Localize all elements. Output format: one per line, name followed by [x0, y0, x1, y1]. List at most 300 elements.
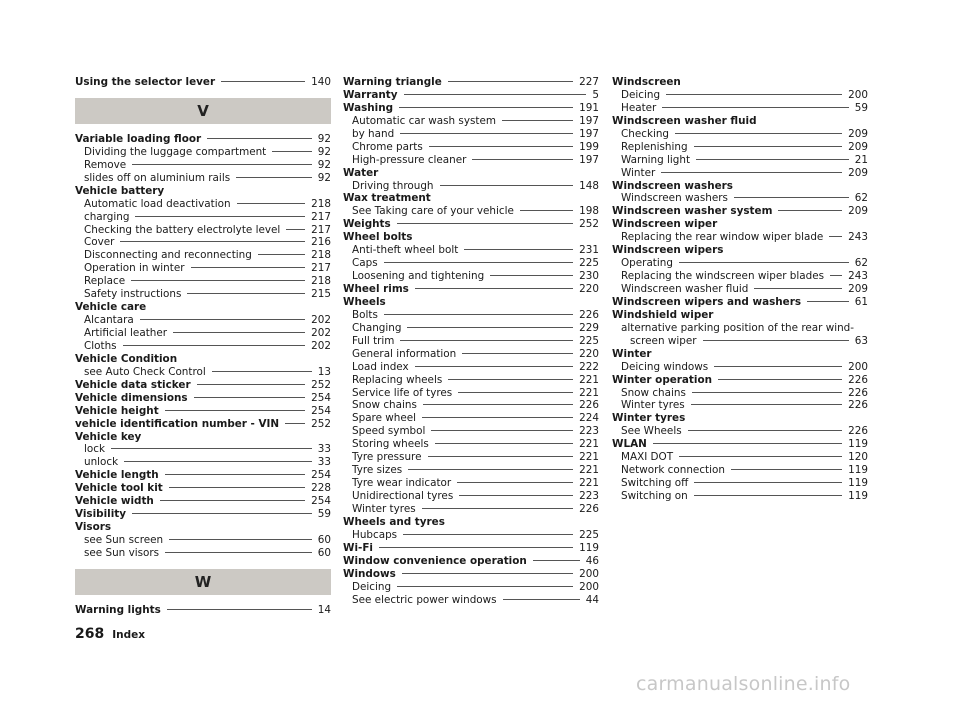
page-ref: 218: [311, 275, 331, 288]
page-ref: 202: [311, 327, 331, 339]
entry-term: Windscreen wiper: [612, 218, 718, 231]
index-entry: [75, 76, 331, 89]
index-entry: [612, 348, 868, 361]
leader-line: [502, 120, 573, 121]
entry-term: screen wiper: [630, 334, 697, 347]
leader-line: [691, 404, 843, 405]
entry-term: Windscreen washer fluid: [612, 114, 757, 127]
page-ref: 226: [579, 502, 599, 515]
leader-line: [718, 379, 842, 380]
leader-line: [422, 417, 573, 418]
entry-term: Cover: [84, 236, 115, 249]
index-entry: [343, 296, 599, 309]
index-entry: [75, 604, 331, 617]
leader-line: [754, 288, 842, 289]
index-entry: [75, 418, 331, 431]
index-entry: [75, 262, 331, 275]
entry-term: Unidirectional tyres: [352, 490, 454, 502]
page-ref: 226: [848, 425, 868, 438]
entry-term: Speed symbol: [352, 425, 426, 438]
entry-term: Replacing the windscreen wiper blades: [621, 270, 825, 283]
entry-term: See Wheels: [621, 425, 682, 438]
leader-line: [167, 609, 312, 610]
index-entry: [612, 374, 868, 387]
page-ref: 62: [854, 257, 868, 270]
leader-line: [662, 107, 848, 108]
index-entry: [612, 205, 868, 218]
entry-term: Windows: [343, 567, 396, 580]
leader-line: [675, 133, 842, 134]
leader-line: [734, 197, 849, 198]
entry-term: MAXI DOT: [621, 451, 674, 464]
index-entry: [343, 361, 599, 374]
entry-term: charging: [84, 210, 130, 223]
entry-term: Visors: [75, 521, 112, 534]
leader-line: [415, 366, 574, 367]
index-entry: [612, 425, 868, 438]
entry-term: Storing wheels: [352, 438, 429, 451]
page-ref: 215: [311, 288, 331, 301]
index-entry: [612, 335, 868, 348]
entry-term: Deicing: [621, 88, 661, 101]
index-entry: [75, 456, 331, 469]
index-entry: [343, 180, 599, 193]
index-entry: [75, 288, 331, 301]
leader-line: [431, 430, 573, 431]
entry-term: Snow chains: [352, 399, 417, 412]
index-entry: [612, 387, 868, 400]
page-ref: 60: [317, 534, 331, 546]
page-ref: 221: [579, 451, 599, 464]
entry-term: Disconnecting and reconnecting: [84, 249, 252, 262]
index-entry: [612, 180, 868, 193]
leader-line: [408, 469, 573, 470]
page-ref: 119: [848, 490, 868, 502]
leader-line: [404, 94, 587, 95]
index-entry: [343, 257, 599, 270]
leader-line: [520, 210, 573, 211]
leader-line: [440, 185, 574, 186]
leader-line: [422, 508, 574, 509]
index-entry: [343, 555, 599, 568]
index-entry: [75, 211, 331, 224]
page-ref: 92: [317, 132, 331, 145]
leader-line: [221, 81, 305, 82]
leader-line: [165, 552, 312, 553]
entry-term: Switching on: [621, 490, 688, 502]
entry-term: see Sun screen: [84, 534, 164, 546]
entry-term: unlock: [84, 456, 119, 469]
leader-line: [661, 172, 842, 173]
entry-term: Winter tyres: [621, 399, 685, 412]
page-ref: 223: [579, 425, 599, 438]
leader-line: [403, 534, 573, 535]
index-entry: [343, 89, 599, 102]
index-entry: [75, 301, 331, 314]
page-ref: 59: [854, 101, 868, 114]
leader-line: [703, 340, 849, 341]
leader-line: [679, 456, 842, 457]
index-entry: [343, 231, 599, 244]
leader-line: [503, 599, 580, 600]
entry-term: Vehicle tool kit: [75, 482, 163, 495]
leader-line: [694, 146, 843, 147]
letter-heading-w: W: [75, 569, 331, 595]
leader-line: [212, 371, 312, 372]
leader-line: [435, 443, 573, 444]
entry-term: Winter: [621, 166, 656, 179]
index-entry: [75, 159, 331, 172]
page-ref: 220: [579, 347, 599, 360]
entry-term: Replacing wheels: [352, 373, 443, 386]
leader-line: [379, 547, 573, 548]
entry-term: Loosening and tightening: [352, 270, 485, 283]
index-entry: [612, 154, 868, 167]
entry-term: Wheels: [343, 295, 386, 308]
page-ref: 209: [848, 127, 868, 140]
entry-term: Spare wheel: [352, 412, 417, 425]
index-entry: [75, 405, 331, 418]
index-entry: [343, 516, 599, 529]
entry-term: Wheel bolts: [343, 231, 413, 244]
page-ref: 226: [848, 399, 868, 412]
page-ref: 217: [311, 223, 331, 236]
index-entry: [343, 76, 599, 89]
leader-line: [286, 229, 305, 230]
entry-term: Using the selector lever: [75, 76, 216, 88]
entry-term: Vehicle length: [75, 469, 159, 482]
entry-term: Snow chains: [621, 386, 686, 399]
index-entry: [612, 128, 868, 141]
index-entry: [75, 443, 331, 456]
index-entry: [343, 412, 599, 425]
leader-line: [399, 107, 573, 108]
leader-line: [169, 539, 312, 540]
index-entry: [612, 167, 868, 180]
page-ref: 119: [579, 541, 599, 554]
entry-term: See electric power windows: [352, 593, 497, 606]
page-ref: 200: [848, 88, 868, 101]
index-entry: [343, 283, 599, 296]
leader-line: [448, 81, 573, 82]
page-ref: 228: [311, 482, 331, 495]
entry-term: Vehicle battery: [75, 184, 165, 197]
page-ref: 218: [311, 197, 331, 210]
entry-term: Bolts: [352, 308, 378, 321]
index-entry: [343, 387, 599, 400]
index-entry: [343, 244, 599, 257]
leader-line: [258, 254, 305, 255]
section-title: Index: [112, 629, 146, 641]
page-ref: 209: [848, 140, 868, 153]
entry-term: Windscreen washer fluid: [621, 283, 749, 295]
page-ref: 92: [317, 171, 331, 184]
leader-line: [120, 241, 305, 242]
page-ref: 220: [579, 283, 599, 295]
page-ref: 243: [848, 231, 868, 244]
page-ref: 209: [848, 205, 868, 218]
index-entry: [612, 464, 868, 477]
page-ref: 200: [579, 580, 599, 593]
entry-term: Operating: [621, 257, 673, 270]
entry-term: Warning triangle: [343, 76, 442, 88]
page-ref: 218: [311, 249, 331, 262]
page-ref: 191: [579, 101, 599, 114]
leader-line: [448, 379, 573, 380]
index-entry: [612, 89, 868, 102]
entry-term: by hand: [352, 127, 395, 140]
index-entry: [343, 348, 599, 361]
entry-term: Variable loading floor: [75, 132, 202, 145]
index-entry: [612, 451, 868, 464]
index-entry: [343, 374, 599, 387]
page-ref: 225: [579, 334, 599, 347]
page-ref: 148: [579, 179, 599, 192]
index-entry: [75, 224, 331, 237]
leader-line: [415, 288, 573, 289]
page-ref: 226: [579, 308, 599, 321]
page-ref: 221: [579, 386, 599, 399]
leader-line: [165, 410, 305, 411]
page-ref: 33: [317, 443, 331, 456]
index-entry: [612, 244, 868, 257]
index-entry: [75, 495, 331, 508]
index-entry: [612, 102, 868, 115]
leader-line: [829, 236, 842, 237]
page-ref: 217: [311, 210, 331, 223]
page-ref: 226: [579, 399, 599, 412]
entry-term: Windscreen wipers: [612, 244, 724, 257]
entry-term: Tyre wear indicator: [352, 477, 452, 490]
leader-line: [714, 366, 842, 367]
entry-term: Visibility: [75, 508, 127, 521]
leader-line: [400, 340, 573, 341]
page-ref: 254: [311, 404, 331, 417]
index-entry: [343, 218, 599, 231]
page-ref: 202: [311, 339, 331, 352]
index-entry: [612, 257, 868, 270]
index-entry: [343, 425, 599, 438]
leader-line: [160, 500, 305, 501]
leader-line: [272, 151, 312, 152]
index-entry: [343, 322, 599, 335]
entry-term: see Auto Check Control: [84, 365, 206, 378]
page-ref: 231: [579, 244, 599, 257]
page-ref: 33: [317, 456, 331, 469]
entry-term: Alcantara: [84, 314, 134, 327]
entry-term: Remove: [84, 158, 127, 171]
page-ref: 60: [317, 546, 331, 559]
leader-line: [236, 177, 312, 178]
entry-term: General information: [352, 347, 457, 360]
page-ref: 230: [579, 270, 599, 283]
page-ref: 21: [854, 153, 868, 166]
leader-line: [694, 482, 842, 483]
page-number: 268: [75, 626, 105, 642]
page-ref: 243: [848, 270, 868, 283]
page-ref: 226: [848, 373, 868, 386]
entry-term: Driving through: [352, 179, 434, 192]
page-ref: 254: [311, 469, 331, 482]
index-entry: [75, 521, 331, 534]
leader-line: [731, 469, 842, 470]
leader-line: [458, 392, 573, 393]
index-entry: [612, 270, 868, 283]
entry-term: Deicing: [352, 580, 392, 593]
leader-line: [111, 448, 312, 449]
entry-term: Warning light: [621, 153, 691, 166]
entry-term: Weights: [343, 218, 391, 231]
index-entry: [343, 205, 599, 218]
index-entry: [612, 192, 868, 205]
leader-line: [169, 487, 305, 488]
page-ref: 224: [579, 412, 599, 425]
page-ref: 200: [579, 567, 599, 580]
leader-line: [135, 216, 305, 217]
index-entry: [75, 314, 331, 327]
index-entry: [75, 431, 331, 444]
page-ref: 46: [585, 554, 599, 567]
entry-term: Vehicle dimensions: [75, 391, 188, 404]
index-entry: [343, 581, 599, 594]
entry-term: Hubcaps: [352, 528, 398, 541]
entry-term: Tyre sizes: [352, 464, 403, 477]
entry-term: Winter tyres: [352, 502, 416, 515]
leader-line: [462, 353, 573, 354]
entry-term: Vehicle width: [75, 495, 154, 508]
index-entry: [75, 146, 331, 159]
page-ref: 221: [579, 464, 599, 477]
page-ref: 221: [579, 438, 599, 451]
index-entry: [612, 218, 868, 231]
index-entry: [612, 477, 868, 490]
entry-term: Windscreen washers: [621, 192, 728, 205]
page-ref: 252: [311, 378, 331, 391]
page-ref: 92: [317, 158, 331, 171]
index-column-3: [612, 76, 868, 503]
leader-line: [464, 249, 573, 250]
index-entry: [612, 361, 868, 374]
index-entry: [75, 133, 331, 146]
entry-term: Tyre pressure: [352, 451, 422, 464]
entry-term: vehicle identification number - VIN: [75, 417, 280, 430]
page-ref: 216: [311, 236, 331, 249]
leader-line: [807, 301, 849, 302]
leader-line: [191, 267, 306, 268]
leader-line: [688, 430, 843, 431]
leader-line: [666, 94, 842, 95]
entry-term: Wheel rims: [343, 283, 409, 295]
leader-line: [197, 384, 306, 385]
page-ref: 44: [585, 593, 599, 606]
page-ref: 229: [579, 321, 599, 334]
leader-line: [131, 280, 305, 281]
entry-term: Vehicle care: [75, 301, 147, 314]
entry-term: Replacing the rear window wiper blade: [621, 231, 824, 244]
entry-term: Checking the battery electrolyte level: [84, 223, 281, 236]
page-ref: 120: [848, 451, 868, 464]
page-ref: 222: [579, 360, 599, 373]
entry-term: Wi-Fi: [343, 541, 373, 554]
leader-line: [830, 275, 842, 276]
index-entry: [343, 141, 599, 154]
leader-line: [124, 461, 312, 462]
leader-line: [173, 332, 305, 333]
leader-line: [187, 293, 305, 294]
entry-term: Automatic load deactivation: [84, 197, 231, 210]
index-column-2: [343, 76, 599, 606]
page-ref: 199: [579, 140, 599, 153]
page-ref: 59: [317, 508, 331, 521]
entry-term: See Taking care of your vehicle: [352, 205, 514, 218]
leader-line: [653, 443, 842, 444]
page-ref: 62: [854, 192, 868, 205]
index-entry: [75, 508, 331, 521]
entry-term: Network connection: [621, 464, 725, 477]
page-ref: 197: [579, 114, 599, 127]
page-ref: 221: [579, 373, 599, 386]
index-entry: [75, 482, 331, 495]
index-entry: [75, 327, 331, 340]
index-entry: [343, 594, 599, 607]
leader-line: [778, 210, 842, 211]
entry-term: Dividing the luggage compartment: [84, 145, 267, 158]
page-footer: [75, 626, 145, 642]
index-entry: [343, 529, 599, 542]
page-ref: 209: [848, 283, 868, 295]
index-entry: [75, 340, 331, 353]
page-ref: 227: [579, 76, 599, 88]
entry-term: Vehicle height: [75, 404, 159, 417]
entry-term: Operation in winter: [84, 262, 185, 275]
page-ref: 5: [592, 88, 599, 101]
page-ref: 225: [579, 257, 599, 270]
leader-line: [459, 495, 573, 496]
page-ref: 119: [848, 477, 868, 490]
index-entry: [75, 469, 331, 482]
entry-term: Winter tyres: [612, 412, 686, 425]
entry-term: Windscreen wipers and washers: [612, 295, 802, 308]
entry-term: Vehicle data sticker: [75, 378, 191, 391]
leader-line: [194, 397, 306, 398]
entry-term: Full trim: [352, 334, 395, 347]
index-entry: [343, 542, 599, 555]
page-ref: 14: [317, 603, 331, 616]
leader-line: [237, 203, 306, 204]
leader-line: [207, 138, 312, 139]
index-column-1: [75, 76, 331, 617]
entry-term: Window convenience operation: [343, 554, 527, 567]
watermark-text: carmanualsonline.info: [636, 673, 851, 695]
index-entry: [343, 399, 599, 412]
leader-line: [407, 327, 573, 328]
leader-line: [140, 319, 305, 320]
leader-line: [123, 345, 306, 346]
leader-line: [472, 159, 573, 160]
page-ref: 226: [848, 386, 868, 399]
leader-line: [132, 164, 312, 165]
entry-term: slides off on aluminium rails: [84, 171, 231, 184]
entry-term: Water: [343, 166, 379, 179]
entry-term: Chrome parts: [352, 140, 423, 153]
index-entry: [343, 438, 599, 451]
entry-term: Automatic car wash system: [352, 114, 496, 127]
entry-term: Caps: [352, 257, 378, 270]
page-ref: 197: [579, 153, 599, 166]
entry-term: High-pressure cleaner: [352, 153, 467, 166]
page-ref: 225: [579, 528, 599, 541]
entry-term: Warning lights: [75, 603, 161, 616]
